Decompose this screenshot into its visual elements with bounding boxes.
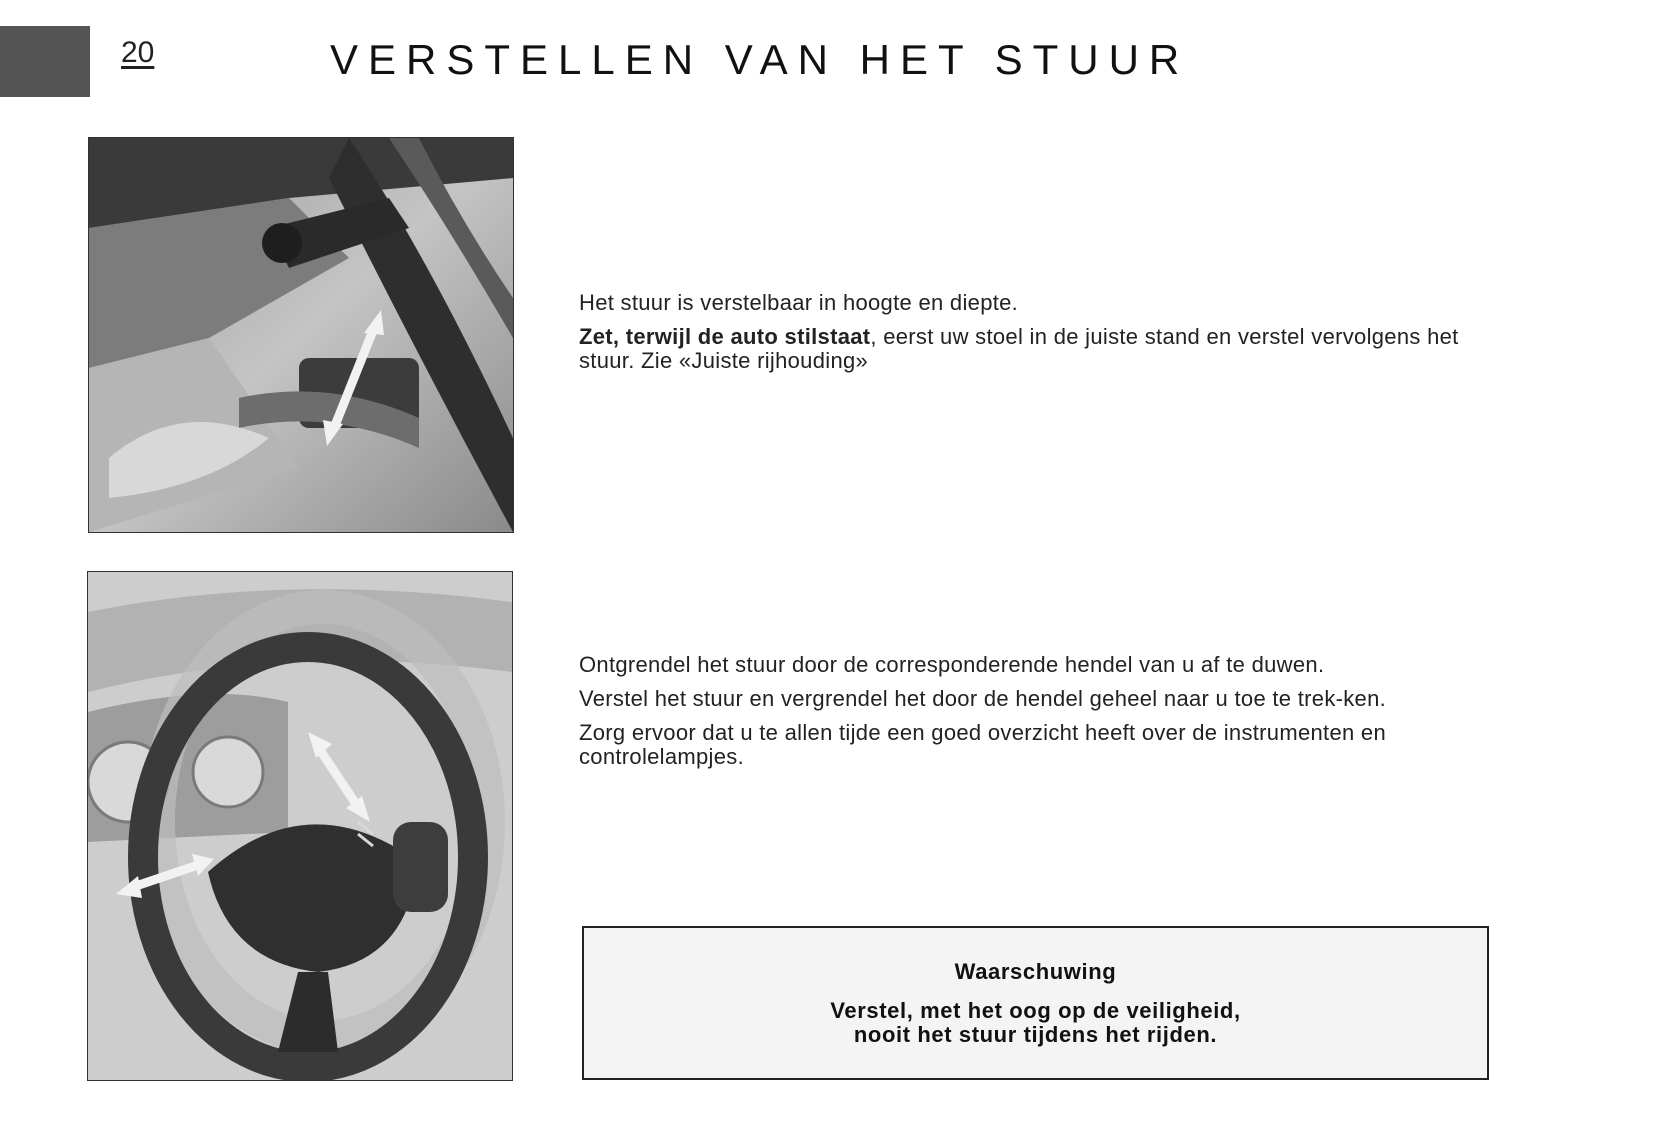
steering-wheel-photo: [87, 571, 513, 1081]
warning-title: Waarschuwing: [954, 959, 1117, 984]
warning-box: [582, 926, 1489, 1080]
intro-text: Het stuur is verstelbaar in hoogte en diepte.: [579, 290, 1019, 315]
procedure-adjust: Verstel het stuur en vergrendel het door de hendel geheel naar u toe te trek-ken.: [579, 686, 1387, 711]
section-tab-marker: [0, 26, 90, 97]
instruction-rest: , eerst uw stoel in de juiste stand en verstel vervolgens het stuur. Zie «Juiste rijhouding»: [579, 324, 1459, 373]
procedure-unlock: Ontgrendel het stuur door de corresponderende hendel van u af te duwen.: [579, 652, 1325, 677]
page-number: 20: [121, 36, 155, 69]
instruction-text: [579, 325, 1499, 373]
procedure-visibility: Zorg ervoor dat u te allen tijde een goed overzicht heeft over de instrumenten en controlelampjes.: [579, 720, 1386, 769]
instruction-bold: Zet, terwijl de auto stilstaat: [579, 324, 871, 349]
procedure-section: [579, 653, 1499, 779]
page-title: VERSTELLEN VAN HET STUUR: [330, 36, 1190, 83]
adjustability-section: [579, 291, 1499, 383]
steering-lever-photo: [88, 137, 514, 533]
warning-text: Verstel, met het oog op de veiligheid, nooit het stuur tijdens het rijden.: [830, 998, 1241, 1047]
